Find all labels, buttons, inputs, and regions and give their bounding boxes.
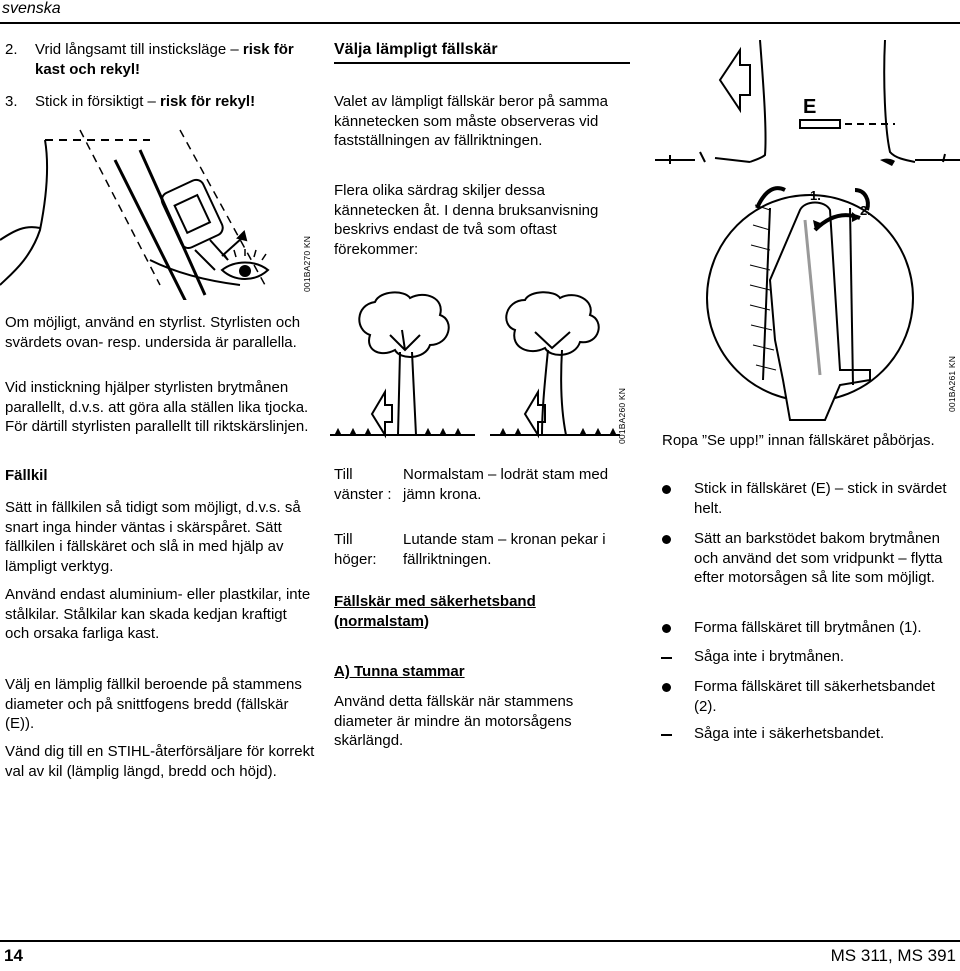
header-rule [0, 22, 960, 24]
heading-rule [334, 62, 630, 64]
figure-code-3: 001BA261 KN [947, 355, 957, 412]
list-item: Såga inte i brytmånen. [694, 648, 845, 665]
list-item: Forma fällskäret till brytmånen (1). [694, 619, 922, 636]
label-1: 1. [810, 188, 821, 203]
step-2-text: Vrid långsamt till insticksläge – [35, 41, 239, 58]
model-name: MS 311, MS 391 [830, 946, 956, 965]
felling-cut-illustration [655, 40, 960, 435]
left-description: Normalstam – lodrät stam med jämn krona. [403, 466, 609, 503]
plunge-cut-illustration [0, 110, 310, 300]
list-item: Såga inte i säkerhetsbandet. [694, 725, 885, 742]
dash-icon [661, 734, 672, 736]
safety-band-heading: Fällskär med säkerhetsband (normalstam) [334, 593, 536, 630]
wedge-choice-paragraph: Välj en lämplig fällkil beroende på stammens diameter och på snittfogens bredd (fällskär (E)). [5, 676, 302, 732]
bullet-icon [662, 485, 671, 494]
dash-icon [661, 657, 672, 659]
right-description: Lutande stam – kronan pekar i fällriktningen. [403, 531, 606, 568]
dealer-paragraph: Vänd dig till en STIHL-återförsäljare för korrekt val av kil (lämplig längd, bredd och höjd). [5, 743, 315, 780]
bullet-icon [662, 683, 671, 692]
section-heading: Välja lämpligt fällskär [334, 41, 498, 58]
plunge-paragraph: Vid instickning hjälper styrlisten brytmånen parallellt, d.v.s. att göra alla ställen lika tjocka. För därtill styrlisten parallellt till riktskärslinjen. [5, 379, 309, 435]
step-3-warning: risk för rekyl! [160, 93, 256, 110]
step-3-text: Stick in försiktigt – [35, 93, 156, 110]
step-3-number: 3. [5, 93, 18, 110]
thin-trunks-heading: A) Tunna stammar [334, 663, 465, 680]
footer-rule [0, 940, 960, 942]
list-item: Stick in fällskäret (E) – stick in svärdet helt. [694, 480, 947, 517]
features-paragraph: Flera olika särdrag skiljer dessa kännetecken åt. I denna bruksanvisning beskrivs endast de två som oftast förekommer: [334, 182, 599, 258]
thin-trunks-paragraph: Använd detta fällskär när stammens diameter är mindre än motorsågens skärlängd. [334, 693, 574, 749]
right-label: Till höger: [334, 531, 377, 568]
list-item: Forma fällskäret till säkerhetsbandet (2). [694, 678, 935, 715]
step-2-warning: risk för kast och rekyl! [35, 41, 294, 78]
figure-code-2: 001BA260 KN [617, 387, 627, 444]
page-number: 14 [4, 946, 23, 965]
wedge-material-paragraph: Använd endast aluminium- eller plastkilar, inte stålkilar. Stålkilar kan skada kedjan kraftigt och orsaka farliga kast. [5, 586, 311, 642]
step-2-number: 2. [5, 41, 18, 58]
step-2 [35, 40, 315, 79]
left-label: Till vänster : [334, 466, 392, 503]
wedge-paragraph: Sätt in fällkilen så tidigt som möjligt, d.v.s. så snart inga hinder väntas i skärspåret. Sätt fällkilen i fällskäret och slå in med hjälp av lämpligt verktyg. [5, 499, 301, 575]
label-2: 2. [860, 203, 871, 218]
bullet-icon [662, 535, 671, 544]
intro-paragraph: Valet av lämpligt fällskär beror på samma kännetecken som måste observeras vid fastställningen av fällriktningen. [334, 93, 608, 149]
label-e: E [803, 96, 817, 118]
bullet-icon [662, 624, 671, 633]
guide-paragraph: Om möjligt, använd en styrlist. Styrlisten och svärdets ovan- resp. undersida är parallella. [5, 314, 301, 351]
step-3 [35, 92, 315, 112]
language-header: svenska [2, 0, 61, 17]
wedge-heading: Fällkil [5, 467, 48, 484]
figure-code-1: 001BA270 KN [302, 235, 312, 292]
tree-types-illustration [330, 290, 630, 455]
eye-icon [239, 265, 251, 277]
list-item: Sätt an barkstödet bakom brytmånen och använd det som vridpunkt – flytta efter motorsågen så lite som möjligt. [694, 530, 943, 586]
warning-intro: Ropa ”Se upp!” innan fällskäret påbörjas. [662, 432, 935, 449]
